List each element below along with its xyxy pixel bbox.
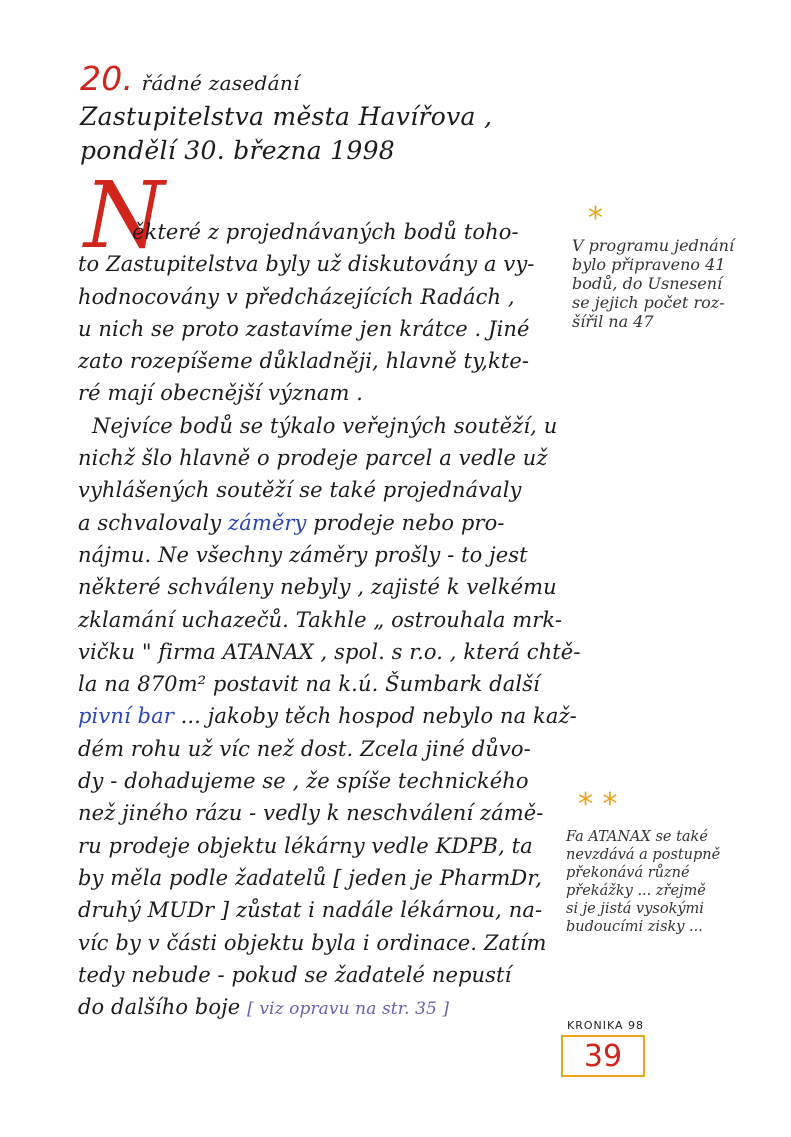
text-line xyxy=(78,700,577,732)
text-line: zato rozepíšeme důkladněji, hlavně ty,kte- xyxy=(78,349,530,374)
heading-line-3: pondělí 30. března 1998 xyxy=(80,136,395,165)
text-line: nájmu. Ne všechny záměry prošly - to jest xyxy=(78,542,528,567)
note-line: bodů, do Usnesení xyxy=(572,274,723,293)
text-line: některé schváleny nebyly , zajisté k velkému xyxy=(78,575,557,600)
note-line: překonává různé xyxy=(566,865,690,881)
text-line: druhý MUDr ] zůstat i nadále lékárnou, na- xyxy=(78,898,543,923)
text-fragment: prodeje nebo pro- xyxy=(313,510,505,535)
main-text xyxy=(78,216,581,1025)
note-line: nevzdává a postupně xyxy=(566,847,721,863)
text-line: la na 870m² postavit na k.ú. Šumbark další xyxy=(78,672,540,697)
text-line: víc by v části objektu byla i ordinace. Zatím xyxy=(78,930,547,955)
text-line: ré mají obecnější význam . xyxy=(78,381,364,406)
margin-note-1 xyxy=(572,236,734,331)
highlight-zamery: záměry xyxy=(228,510,307,535)
text-line: nichž šlo hlavně o prodeje parcel a vedle už xyxy=(78,446,548,471)
note-line: šířil na 47 xyxy=(572,312,654,331)
text-line xyxy=(78,507,558,539)
highlight-pivni-bar: pivní bar xyxy=(78,704,174,729)
text-line: to Zastupitelstva byly už diskutovány a vy- xyxy=(78,252,535,277)
text-line: vičku " firma ATANAX , spol. s r.o. , která chtě- xyxy=(78,639,581,664)
note-line: V programu jednání xyxy=(572,236,735,255)
double-asterisk-icon: * * xyxy=(578,787,618,822)
text-fragment: do dalšího boje xyxy=(78,995,241,1020)
note-line: Fa ATANAX se také xyxy=(566,829,708,845)
text-line: ěkteré z projednávaných bodů toho- xyxy=(132,220,519,244)
note-line: překážky ... zřejmě xyxy=(566,883,706,899)
note-line: se jejich počet roz- xyxy=(572,293,725,312)
note-line: bylo připraveno 41 xyxy=(572,255,726,274)
text-line: hodnocovány v předcházejících Radách , xyxy=(78,284,515,309)
heading-line-2: Zastupitelstva města Havířova , xyxy=(80,102,493,131)
heading-line-1 xyxy=(80,59,540,100)
asterisk-icon: * xyxy=(588,201,603,236)
note-line: budoucími zisky ... xyxy=(566,919,703,935)
text-fragment: ... jakoby těch hospod nebylo na kaž- xyxy=(180,704,577,729)
heading-line-1-text: řádné zasedání xyxy=(141,71,300,95)
margin-note-2 xyxy=(566,828,720,936)
text-line: ru prodeje objektu lékárny vedle KDPB, ta xyxy=(78,833,533,858)
text-line: dém rohu už víc než dost. Zcela jiné důvo- xyxy=(78,736,531,761)
text-line: vyhlášených soutěží se také projednávaly xyxy=(78,478,522,503)
text-line: dy - dohadujeme se , že spíše technického xyxy=(78,769,529,794)
text-fragment: a schvalovaly xyxy=(78,510,222,535)
drop-cap-letter: N xyxy=(84,162,165,269)
correction-reference: [ viz opravu na str. 35 ] xyxy=(247,999,450,1020)
text-line: tedy nebude - pokud se žadatelé nepustí xyxy=(78,962,512,987)
text-line: Nejvíce bodů se týkalo veřejných soutěží, u xyxy=(92,413,558,438)
chronicle-label: KRONIKA 98 xyxy=(567,1019,645,1032)
session-heading xyxy=(80,59,540,168)
page-number: 39 xyxy=(561,1035,645,1077)
text-line: by měla podle žadatelů [ jeden je PharmDr, xyxy=(78,865,542,890)
text-line xyxy=(78,991,558,1025)
text-line: zklamání uchazečů. Takhle „ ostrouhala mrk- xyxy=(78,607,563,632)
text-line: u nich se proto zastavíme jen krátce . Jiné xyxy=(78,316,530,341)
note-line: si je jistá vysokými xyxy=(566,901,704,917)
text-line: než jiného rázu - vedly k neschválení zámě- xyxy=(78,801,544,826)
session-number: 20. xyxy=(80,59,134,98)
